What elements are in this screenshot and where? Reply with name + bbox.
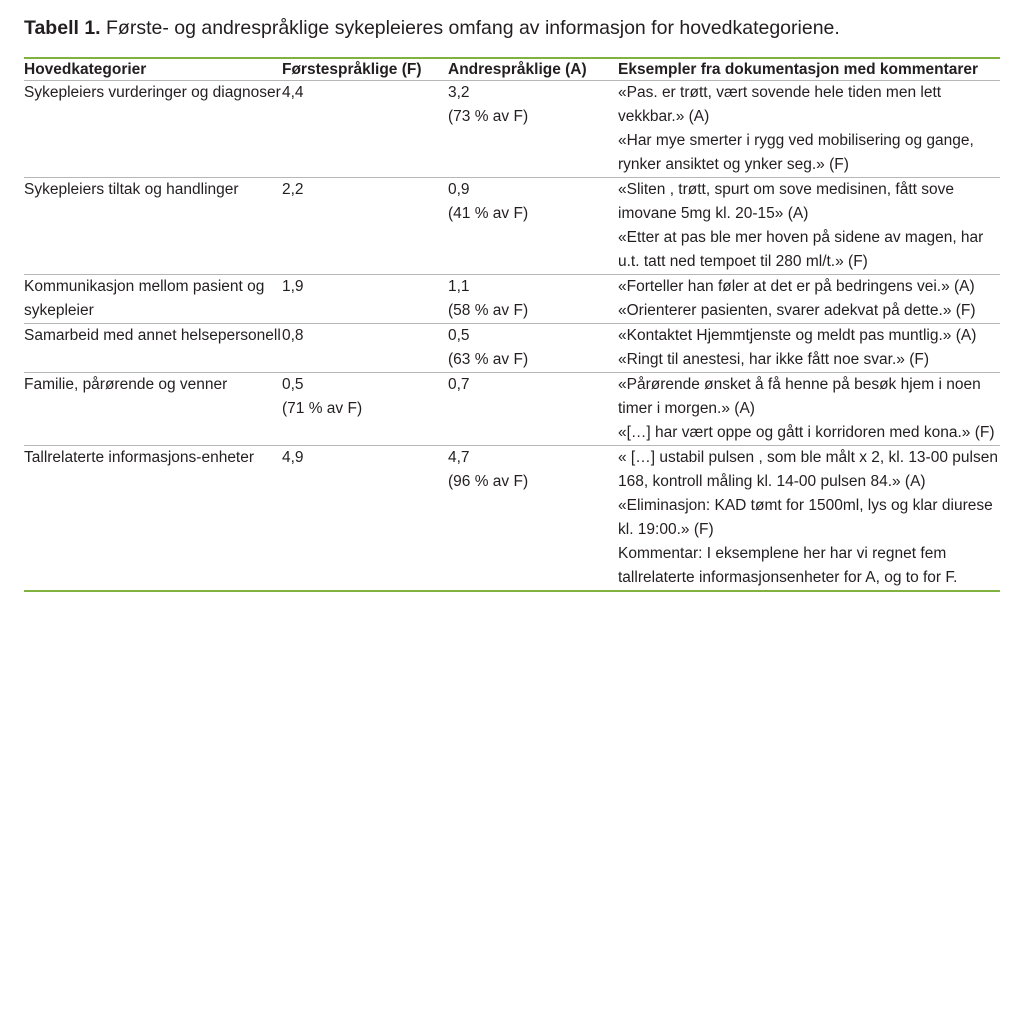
caption-text: Første- og andrespråklige sykepleieres omfang av informasjon for hovedkategoriene. bbox=[106, 17, 840, 39]
cell-second-language bbox=[448, 275, 618, 324]
data-table bbox=[24, 59, 1000, 590]
example-comment: Kommentar: I eksemplene her har vi regnet fem tallrelaterte informasjonsenheter for A, og to for F. bbox=[618, 545, 958, 586]
column-header-first-language: Førstespråklige (F) bbox=[282, 61, 422, 78]
value-first-language: 0,5 bbox=[282, 376, 304, 393]
table-header-row bbox=[24, 59, 1000, 81]
caption-label: Tabell 1. bbox=[24, 17, 101, 39]
example-quote: « […] ustabil pulsen , som ble målt x 2, kl. 13-00 pulsen 168, kontroll måling kl. 14-00 pulsen 84.» (A) bbox=[618, 449, 998, 490]
value-second-language: 0,9 bbox=[448, 181, 470, 198]
cell-examples bbox=[618, 373, 1000, 446]
example-quote: «Kontaktet Hjemmtjenste og meldt pas muntlig.» (A) bbox=[618, 327, 977, 344]
column-header-examples: Eksempler fra dokumentasjon med kommentarer bbox=[618, 61, 979, 78]
column-header-category: Hovedkategorier bbox=[24, 61, 147, 78]
table-row bbox=[24, 324, 1000, 373]
table-bottom-rule bbox=[24, 590, 1000, 592]
cell-examples bbox=[618, 81, 1000, 178]
cell-first-language bbox=[282, 178, 448, 275]
cell-second-language bbox=[448, 178, 618, 275]
cell-second-language bbox=[448, 324, 618, 373]
value-second-language: 4,7 bbox=[448, 449, 470, 466]
example-quote: «Eliminasjon: KAD tømt for 1500ml, lys og klar diurese kl. 19:00.» (F) bbox=[618, 497, 993, 538]
table-caption bbox=[24, 14, 874, 43]
table-row bbox=[24, 178, 1000, 275]
cell-second-language bbox=[448, 81, 618, 178]
cell-examples bbox=[618, 324, 1000, 373]
table-row bbox=[24, 446, 1000, 591]
cell-first-language bbox=[282, 81, 448, 178]
value-second-language: 3,2 bbox=[448, 84, 470, 101]
cell-category: Sykepleiers tiltak og handlinger bbox=[24, 178, 282, 275]
cell-examples bbox=[618, 275, 1000, 324]
cell-first-language bbox=[282, 446, 448, 591]
example-quote: «Har mye smerter i rygg ved mobilisering og gange, rynker ansiktet og ynker seg.» (F) bbox=[618, 132, 974, 173]
cell-category: Sykepleiers vurderinger og diagnoser bbox=[24, 81, 282, 178]
cell-examples bbox=[618, 178, 1000, 275]
example-quote: «Forteller han føler at det er på bedringens vei.» (A) bbox=[618, 278, 975, 295]
example-quote: «[…] har vært oppe og gått i korridoren med kona.» (F) bbox=[618, 424, 995, 441]
example-quote: «Pårørende ønsket å få henne på besøk hjem i noen timer i morgen.» (A) bbox=[618, 376, 981, 417]
example-quote: «Pas. er trøtt, vært sovende hele tiden men lett vekkbar.» (A) bbox=[618, 84, 942, 125]
value-second-language-percent: (73 % av F) bbox=[448, 108, 529, 125]
cell-examples bbox=[618, 446, 1000, 591]
value-second-language-percent: (63 % av F) bbox=[448, 351, 529, 368]
cell-category: Kommunikasjon mellom pasient og sykepleier bbox=[24, 275, 282, 324]
example-quote: «Orienterer pasienten, svarer adekvat på dette.» (F) bbox=[618, 302, 976, 319]
value-second-language-percent: (41 % av F) bbox=[448, 205, 529, 222]
example-quote: «Sliten , trøtt, spurt om sove medisinen, fått sove imovane 5mg kl. 20-15» (A) bbox=[618, 181, 954, 222]
table-row bbox=[24, 81, 1000, 178]
value-second-language-percent: (96 % av F) bbox=[448, 473, 529, 490]
cell-first-language bbox=[282, 324, 448, 373]
value-first-language-percent: (71 % av F) bbox=[282, 400, 363, 417]
cell-category: Familie, pårørende og venner bbox=[24, 373, 282, 446]
value-first-language: 2,2 bbox=[282, 181, 304, 198]
value-first-language: 4,9 bbox=[282, 449, 304, 466]
cell-second-language bbox=[448, 373, 618, 446]
table-row bbox=[24, 373, 1000, 446]
cell-second-language bbox=[448, 446, 618, 591]
table-row bbox=[24, 275, 1000, 324]
value-second-language-percent: (58 % av F) bbox=[448, 302, 529, 319]
table-header bbox=[24, 59, 1000, 81]
cell-category: Tallrelaterte informasjons-enheter bbox=[24, 446, 282, 591]
cell-category: Samarbeid med annet helsepersonell bbox=[24, 324, 282, 373]
column-header-second-language: Andrespråklige (A) bbox=[448, 61, 587, 78]
value-first-language: 4,4 bbox=[282, 84, 304, 101]
value-second-language: 0,7 bbox=[448, 376, 470, 393]
value-second-language: 0,5 bbox=[448, 327, 470, 344]
example-quote: «Ringt til anestesi, har ikke fått noe svar.» (F) bbox=[618, 351, 929, 368]
table-body bbox=[24, 81, 1000, 591]
value-first-language: 1,9 bbox=[282, 278, 304, 295]
cell-first-language bbox=[282, 373, 448, 446]
example-quote: «Etter at pas ble mer hoven på sidene av magen, har u.t. tatt ned tempoet til 280 ml/t.» (F) bbox=[618, 229, 984, 270]
value-second-language: 1,1 bbox=[448, 278, 470, 295]
cell-first-language bbox=[282, 275, 448, 324]
value-first-language: 0,8 bbox=[282, 327, 304, 344]
